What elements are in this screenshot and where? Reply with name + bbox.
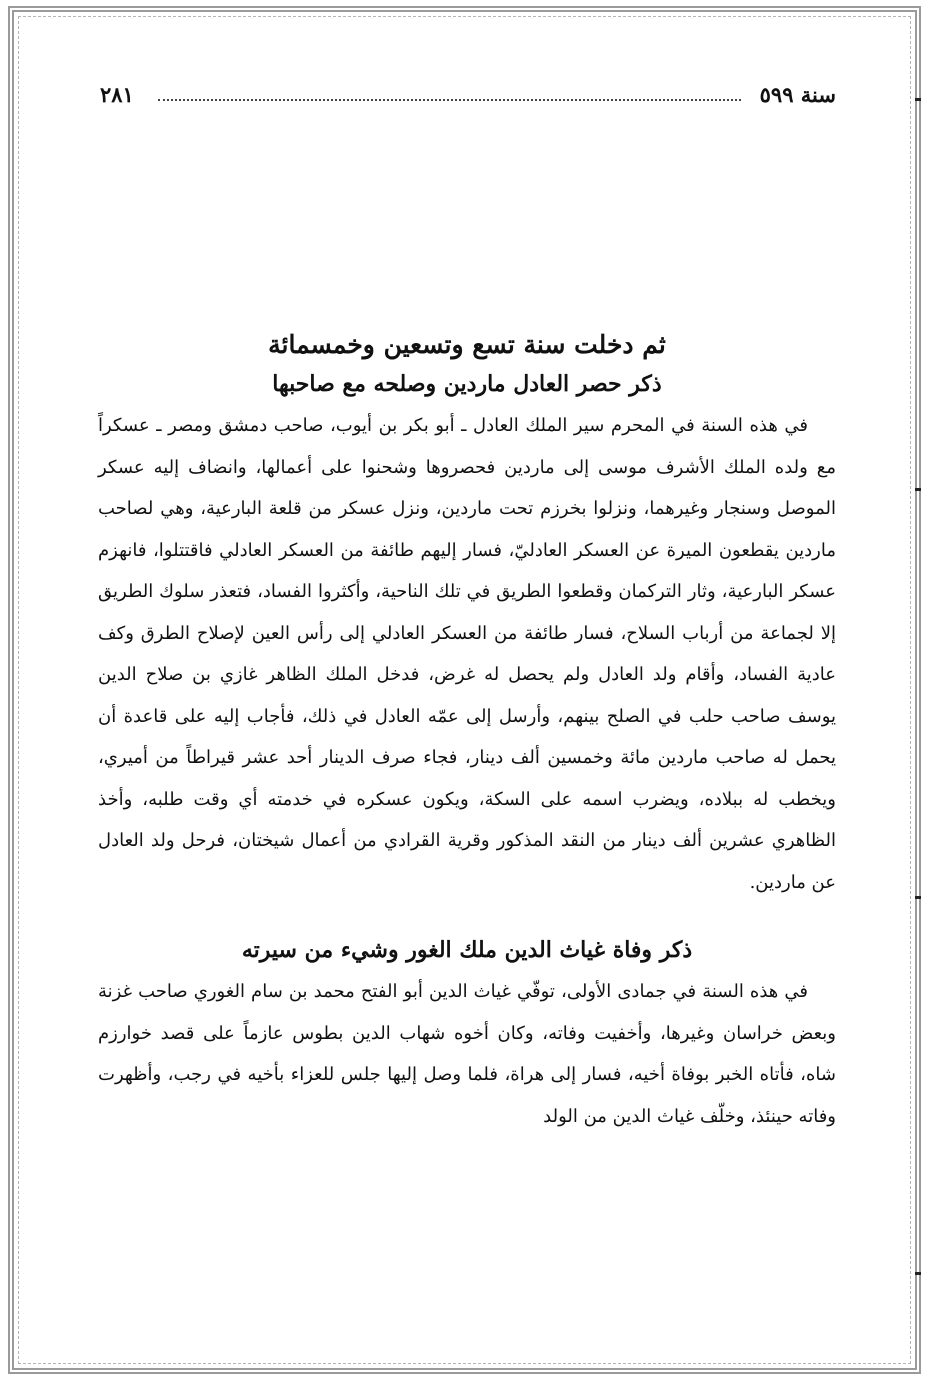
section-heading: ذكر حصر العادل ماردين وصلحه مع صاحبها — [272, 371, 662, 397]
section-paragraph: في هذه السنة في المحرم سير الملك العادل ـ أبو بكر بن أيوب، صاحب دمشق ومصر ـ عسكراً مع ولده الملك الأشرف موسى إلى ماردين فحصروها وشحنوا على أعمالها، وانضاف إليه عسكر الموصل وسنجار وغيرهما، ونزلوا بخرزم تحت ماردين، ونزل عسكر من قلعة البارعية، وهي لصاحب ماردين يقطعون الميرة عن العسكر العادليّ، فسار إليهم طائفة من العسكر العادلي فاقتتلوا، فانهزم عسكر البارعية، وثار التركمان وقطعوا الطريق في تلك الناحية، وأكثروا الفساد، فتعذر سلوك الطريق إلا لجماعة من أرباب السلاح، فسار طائفة من العسكر العادلي إلى رأس العين لإصلاح الطرق وكف عادية الفساد، وأقام ولد العادل ولم يحصل له غرض، فدخل الملك الظاهر غازي بن صلاح الدين يوسف صاحب حلب في الصلح بينهم، وأرسل إلى عمّه العادل في ذلك، فأجاب إليه على قاعدة أن يحمل له صاحب ماردين مائة وخمسين ألف دينار، فجاء صرف الدينار أحد عشر قيراطاً من أميري، ويخطب له ببلاده، ويضرب اسمه على السكة، ويكون عسكره في خدمته أي وقت طلبه، وأخذ الظاهري عشرين ألف دينار من النقد المذكور وقرية القرادي من أعمال شيختان، فرحل ولد العادل عن ماردين. — [98, 415, 836, 893]
margin-mark — [915, 98, 921, 101]
section-paragraph: في هذه السنة في جمادى الأولى، توفّي غياث الدين أبو الفتح محمد بن سام الغوري صاحب غزنة وبعض خراسان وغيرها، وأخفيت وفاته، وكان أخوه شهاب الدين بطوس عازماً على قصد خوارزم شاه، فأتاه الخبر بوفاة أخيه، فسار إلى هراة، فلما وصل إليها جلس للعزاء بأخيه في رجب، وأظهرت وفاته حينئذ، وخلّف غياث الدين من الولد — [98, 981, 836, 1127]
margin-mark — [915, 488, 921, 491]
section-heading: ذكر وفاة غياث الدين ملك الغور وشيء من سيرته — [241, 937, 693, 963]
main-heading: ثم دخلت سنة تسع وتسعين وخمسمائة — [268, 330, 666, 359]
margin-mark — [915, 1272, 921, 1275]
running-title: سنة ٥٩٩ — [759, 82, 836, 107]
page-header — [100, 82, 836, 112]
margin-mark — [915, 896, 921, 899]
header-dotted-leader — [158, 99, 741, 101]
page-body — [98, 330, 836, 1137]
page-number: ٢٨١ — [100, 82, 134, 107]
